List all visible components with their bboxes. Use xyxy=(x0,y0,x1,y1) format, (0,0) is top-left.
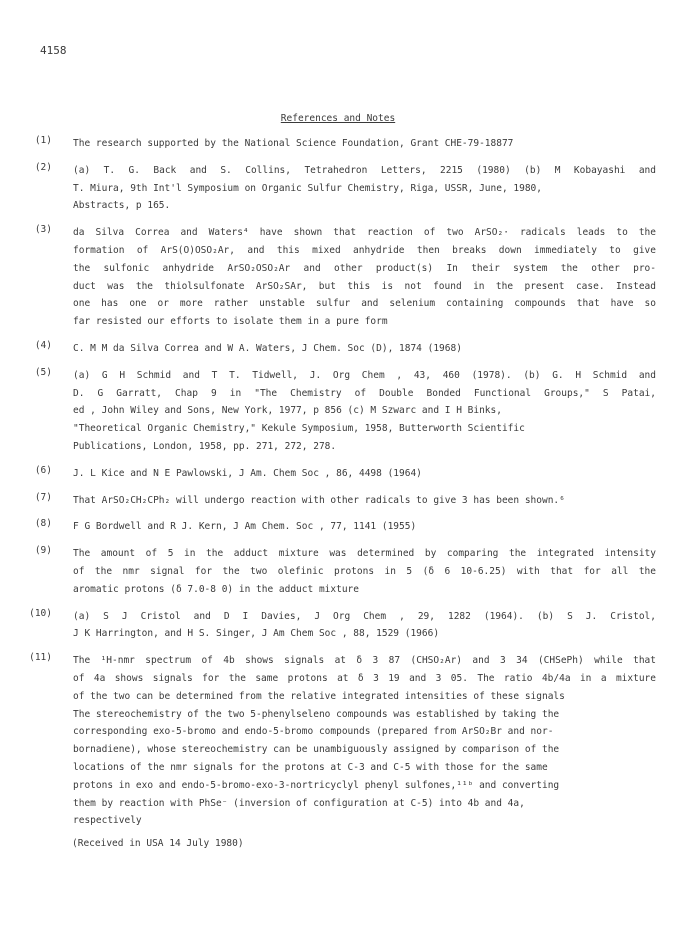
reference-line: corresponding exo-5-bromo and endo-5-bromo compounds (prepared from ArSO₂Br and nor- xyxy=(73,726,554,738)
reference-line: J K Harrington, and H S. Singer, J Am Chem Soc , 88, 1529 (1966) xyxy=(73,628,440,640)
reference-number: (3) xyxy=(34,224,52,236)
reference-8 xyxy=(16,518,656,536)
reference-line: duct was the thiolsulfonate ArSO₂SAr, but this is not found in the present case. Instead xyxy=(73,280,656,292)
reference-line: bornadiene), whose stereochemistry can be unambiguously assigned by comparison of the xyxy=(73,744,560,756)
reference-4 xyxy=(16,340,656,358)
reference-number: (6) xyxy=(34,464,52,476)
reference-line: (a) G H Schmid and T T. Tidwell, J. Org Chem , 43, 460 (1978). (b) G. H Schmid and xyxy=(73,369,656,381)
reference-line: (a) S J Cristol and D I Davies, J Org Chem , 29, 1282 (1964). (b) S J. Cristol, xyxy=(73,610,656,622)
received-date: (Received in USA 14 July 1980) xyxy=(72,838,244,849)
reference-line: Publications, London, 1958, pp. 271, 272, 278. xyxy=(73,440,337,452)
reference-number: (1) xyxy=(34,135,52,146)
reference-line: C. M M da Silva Correa and W A. Waters, J Chem. Soc (D), 1874 (1968) xyxy=(73,342,462,354)
reference-line: F G Bordwell and R J. Kern, J Am Chem. Soc , 77, 1141 (1955) xyxy=(73,521,417,533)
reference-line: Abstracts, p 165. xyxy=(73,200,171,212)
references-heading: References and Notes xyxy=(280,113,396,124)
reference-line: one has one or more rather unstable sulfur and selenium containing compounds that have so xyxy=(73,298,656,310)
reference-10 xyxy=(16,608,656,644)
reference-line: ed , John Wiley and Sons, New York, 1977, p 856 (c) M Szwarc and I H Binks, xyxy=(73,405,502,417)
reference-line: respectively xyxy=(73,815,142,827)
references-list xyxy=(16,135,656,839)
reference-line: (a) T. G. Back and S. Collins, Tetrahedron Letters, 2215 (1980) (b) M Kobayashi and xyxy=(73,164,656,176)
reference-number: (9) xyxy=(34,545,52,557)
reference-line: The stereochemistry of the two 5-phenylseleno compounds was established by taking the xyxy=(73,708,560,720)
reference-line: far resisted our efforts to isolate them in a pure form xyxy=(73,316,388,328)
reference-number: (8) xyxy=(34,518,52,530)
reference-number: (11) xyxy=(29,652,52,664)
reference-7 xyxy=(16,492,656,510)
reference-line: of the nmr signal for the two olefinic protons in 5 (δ 6 10-6.25) with that for all the xyxy=(73,565,656,577)
reference-line: formation of ArS(O)OSO₂Ar, and this mixed anhydride then breaks down immediately to give xyxy=(73,244,656,256)
reference-6 xyxy=(16,465,656,483)
reference-line: of the two can be determined from the relative integrated intensities of these signals xyxy=(73,690,565,702)
reference-3 xyxy=(16,224,656,331)
reference-11 xyxy=(16,652,656,830)
reference-line: da Silva Correa and Waters⁴ have shown that reaction of two ArSO₂· radicals leads to the xyxy=(73,227,656,239)
reference-line: locations of the nmr signals for the protons at C-3 and C-5 with those for the same xyxy=(73,761,548,773)
reference-number: (4) xyxy=(34,339,52,351)
reference-number: (2) xyxy=(34,161,52,173)
page-number: 4158 xyxy=(40,44,67,57)
reference-5 xyxy=(16,367,656,456)
reference-line: The amount of 5 in the adduct mixture was determined by comparing the integrated intensity xyxy=(73,548,656,560)
reference-line: The research supported by the National Science Foundation, Grant CHE-79-18877 xyxy=(73,138,514,149)
reference-9 xyxy=(16,545,656,598)
reference-number: (5) xyxy=(34,366,52,378)
reference-line: of 4a shows signals for the same protons at δ 3 19 and 3 05. The ratio 4b/4a in a mixture xyxy=(73,672,656,684)
reference-line: D. G Garratt, Chap 9 in "The Chemistry of Double Bonded Functional Groups," S Patai, xyxy=(73,387,656,399)
reference-line: The ¹H-nmr spectrum of 4b shows signals at δ 3 87 (CHSO₂Ar) and 3 34 (CHSePh) while that xyxy=(73,655,656,667)
reference-line: T. Miura, 9th Int'l Symposium on Organic Sulfur Chemistry, Riga, USSR, June, 1980, xyxy=(73,182,542,194)
reference-1 xyxy=(16,135,656,153)
reference-line: aromatic protons (δ 7.0-8 0) in the adduct mixture xyxy=(73,583,359,595)
reference-2 xyxy=(16,162,656,215)
reference-line: protons in exo and endo-5-bromo-exo-3-nortricyclyl phenyl sulfones,¹¹ᵇ and converting xyxy=(73,779,560,791)
reference-number: (10) xyxy=(29,607,52,619)
reference-line: That ArSO₂CH₂CPh₂ will undergo reaction with other radicals to give 3 has been shown.⁶ xyxy=(73,494,565,506)
reference-line: the sulfonic anhydride ArSO₂OSO₂Ar and other product(s) In their system the other pro- xyxy=(73,262,656,274)
reference-line: J. L Kice and N E Pawlowski, J Am. Chem Soc , 86, 4498 (1964) xyxy=(73,467,422,479)
reference-number: (7) xyxy=(34,491,52,503)
reference-line: "Theoretical Organic Chemistry," Kekule Symposium, 1958, Butterworth Scientific xyxy=(73,423,525,435)
reference-line: them by reaction with PhSe⁻ (inversion of configuration at C-5) into 4b and 4a, xyxy=(73,797,525,809)
